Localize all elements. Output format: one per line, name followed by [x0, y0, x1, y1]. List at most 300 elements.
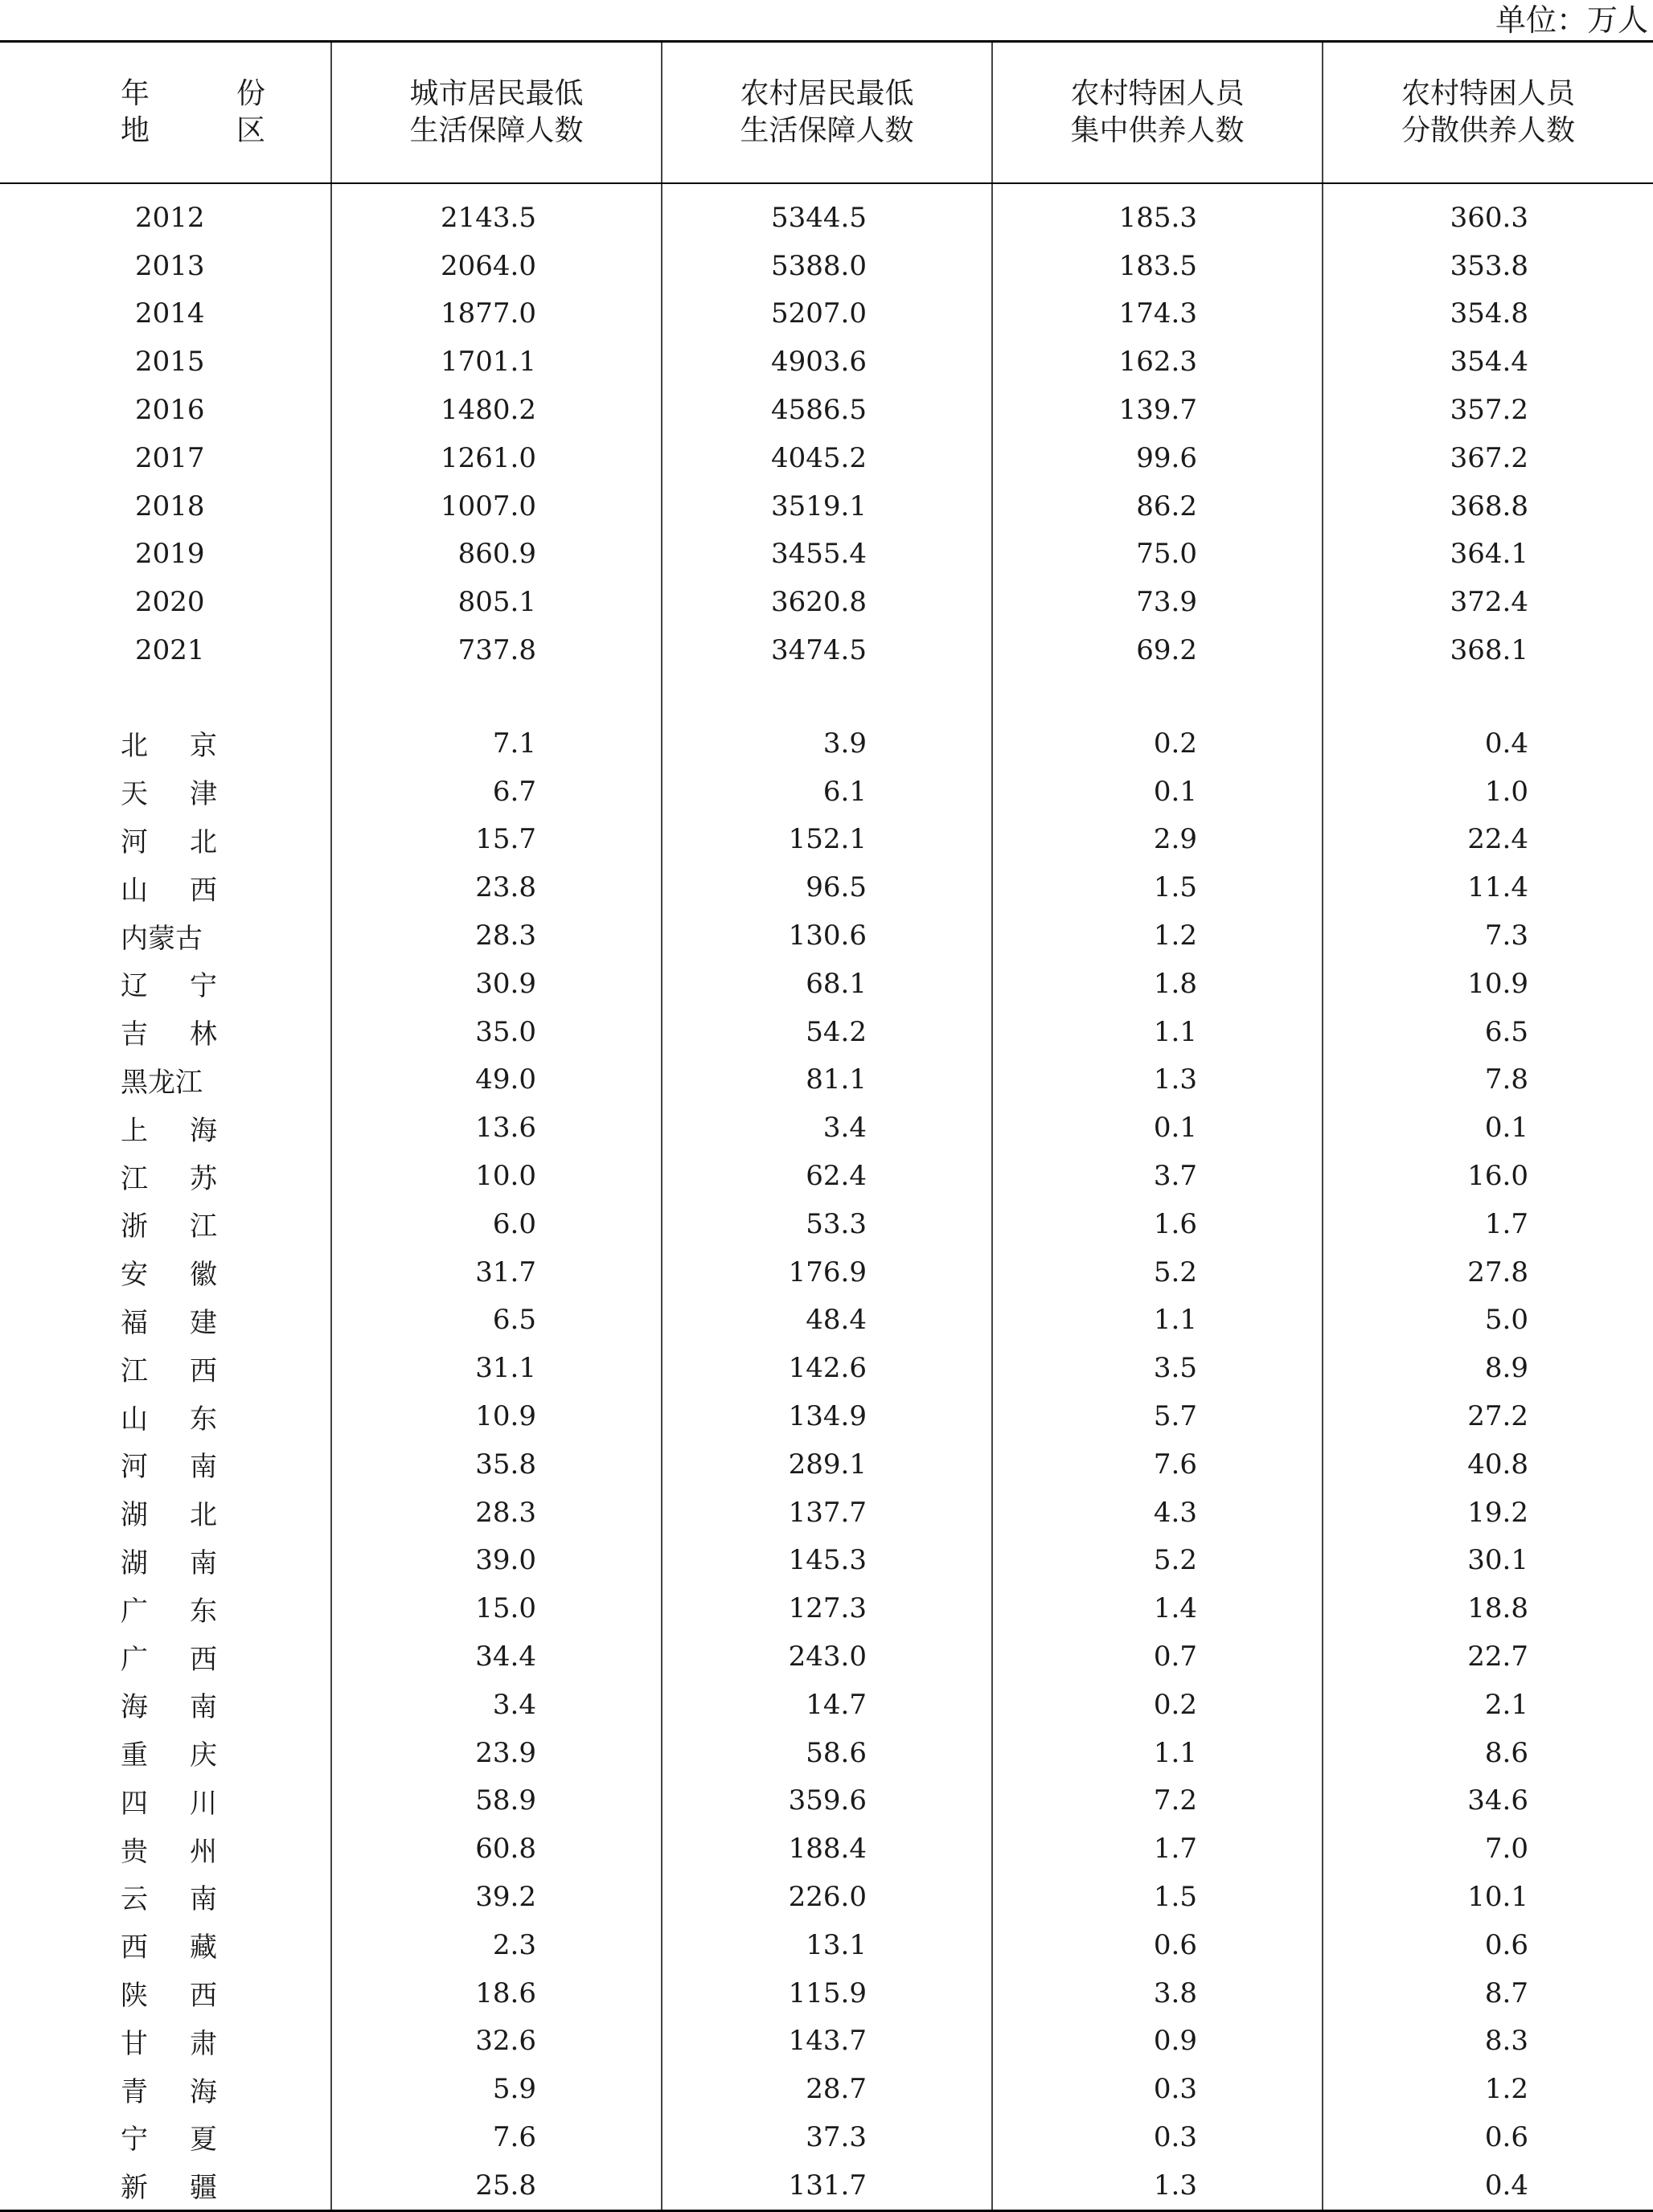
column-header-line: 分散供养人数 [1401, 114, 1575, 147]
stub-header [0, 42, 331, 184]
stub-header-line: 年 份 [121, 77, 295, 110]
value-cell: 1.4 [992, 1584, 1323, 1632]
region-cell [0, 1537, 331, 1585]
table-row [0, 183, 1653, 242]
value-cell: 8.6 [1323, 1729, 1653, 1777]
row-label: 河南 [121, 1451, 259, 1484]
region-cell [0, 719, 331, 768]
value-cell: 3.9 [662, 719, 992, 768]
column-header-line: 农村特困人员 [1070, 77, 1245, 110]
table-row [0, 482, 1653, 530]
column-header-line: 农村特困人员 [1401, 77, 1575, 110]
value-cell: 0.9 [992, 2017, 1323, 2065]
region-cell [0, 911, 331, 960]
value-cell: 22.7 [1323, 1632, 1653, 1681]
value-cell: 10.9 [1323, 960, 1653, 1008]
value-cell: 357.2 [1323, 386, 1653, 434]
year-cell [0, 183, 331, 242]
table-row [0, 2161, 1653, 2210]
value-cell: 60.8 [331, 1825, 662, 1873]
value-cell: 353.8 [1323, 242, 1653, 290]
year-cell [0, 434, 331, 482]
row-label: 河北 [121, 825, 259, 858]
table-row [0, 1969, 1653, 2017]
value-cell: 7.6 [992, 1440, 1323, 1489]
value-cell: 0.2 [992, 1681, 1323, 1729]
value-cell: 1007.0 [331, 482, 662, 530]
row-label: 江西 [121, 1354, 259, 1387]
value-cell: 2.3 [331, 1921, 662, 1969]
region-cell [0, 1873, 331, 1921]
value-cell: 360.3 [1323, 183, 1653, 242]
value-cell: 28.7 [662, 2065, 992, 2113]
value-cell: 69.2 [992, 626, 1323, 674]
table-row [0, 960, 1653, 1008]
value-cell: 99.6 [992, 434, 1323, 482]
value-cell: 243.0 [662, 1632, 992, 1681]
value-cell: 2064.0 [331, 242, 662, 290]
year-cell [0, 386, 331, 434]
region-cell [0, 1008, 331, 1056]
value-cell: 131.7 [662, 2161, 992, 2210]
value-cell: 130.6 [662, 911, 992, 960]
value-cell: 1.3 [992, 1056, 1323, 1104]
value-cell: 5388.0 [662, 242, 992, 290]
value-cell: 3519.1 [662, 482, 992, 530]
value-cell: 4903.6 [662, 338, 992, 386]
table-row [0, 863, 1653, 911]
value-cell: 81.1 [662, 1056, 992, 1104]
row-label: 海南 [121, 1691, 259, 1724]
table-row [0, 768, 1653, 816]
value-cell: 3.5 [992, 1344, 1323, 1392]
value-cell: 7.2 [992, 1777, 1323, 1825]
region-cell [0, 1392, 331, 1440]
value-cell: 183.5 [992, 242, 1323, 290]
row-label: 新疆 [121, 2172, 259, 2205]
value-cell: 289.1 [662, 1440, 992, 1489]
value-cell: 5.9 [331, 2065, 662, 2113]
value-cell: 0.2 [992, 719, 1323, 768]
value-cell: 176.9 [662, 1248, 992, 1296]
value-cell: 805.1 [331, 578, 662, 626]
value-cell: 58.9 [331, 1777, 662, 1825]
row-label: 2014 [135, 297, 205, 330]
value-cell: 68.1 [662, 960, 992, 1008]
spacer-cell [992, 674, 1323, 719]
value-cell: 6.5 [1323, 1008, 1653, 1056]
value-cell: 3.8 [992, 1969, 1323, 2017]
region-cell [0, 2065, 331, 2113]
value-cell: 1.7 [992, 1825, 1323, 1873]
value-cell: 2.1 [1323, 1681, 1653, 1729]
row-label: 福建 [121, 1306, 259, 1339]
value-cell: 174.3 [992, 290, 1323, 338]
value-cell: 7.8 [1323, 1056, 1653, 1104]
value-cell: 27.8 [1323, 1248, 1653, 1296]
value-cell: 3.7 [992, 1152, 1323, 1200]
region-cell [0, 1969, 331, 2017]
region-cell [0, 2017, 331, 2065]
value-cell: 359.6 [662, 1777, 992, 1825]
value-cell: 7.0 [1323, 1825, 1653, 1873]
value-cell: 10.1 [1323, 1873, 1653, 1921]
value-cell: 11.4 [1323, 863, 1653, 911]
statistics-table [0, 40, 1653, 2212]
value-cell: 18.6 [331, 1969, 662, 2017]
column-header-dispersed-support [1323, 42, 1653, 184]
row-label: 湖北 [121, 1499, 259, 1532]
value-cell: 1.1 [992, 1296, 1323, 1345]
value-cell: 1701.1 [331, 338, 662, 386]
row-label: 山东 [121, 1403, 259, 1436]
value-cell: 22.4 [1323, 816, 1653, 864]
value-cell: 15.0 [331, 1584, 662, 1632]
region-cell [0, 1296, 331, 1345]
table-row [0, 2017, 1653, 2065]
row-label: 广西 [121, 1643, 259, 1676]
value-cell: 162.3 [992, 338, 1323, 386]
year-cell [0, 626, 331, 674]
value-cell: 4.3 [992, 1489, 1323, 1537]
value-cell: 58.6 [662, 1729, 992, 1777]
value-cell: 49.0 [331, 1056, 662, 1104]
row-label: 青海 [121, 2075, 259, 2108]
value-cell: 0.3 [992, 2065, 1323, 2113]
value-cell: 73.9 [992, 578, 1323, 626]
value-cell: 96.5 [662, 863, 992, 911]
value-cell: 372.4 [1323, 578, 1653, 626]
row-label: 上海 [121, 1114, 259, 1147]
value-cell: 1.5 [992, 1873, 1323, 1921]
value-cell: 3474.5 [662, 626, 992, 674]
region-cell [0, 1248, 331, 1296]
year-cell [0, 530, 331, 579]
row-label: 2016 [135, 394, 205, 427]
region-cell [0, 2113, 331, 2161]
row-label: 2015 [135, 346, 205, 379]
table-row [0, 1632, 1653, 1681]
value-cell: 10.0 [331, 1152, 662, 1200]
spacer-cell [331, 674, 662, 719]
table-row [0, 2065, 1653, 2113]
value-cell: 188.4 [662, 1825, 992, 1873]
value-cell: 7.3 [1323, 911, 1653, 960]
row-label: 宁夏 [121, 2124, 259, 2157]
table-row [0, 338, 1653, 386]
value-cell: 39.0 [331, 1537, 662, 1585]
value-cell: 145.3 [662, 1537, 992, 1585]
column-header-line: 城市居民最低 [409, 77, 584, 110]
value-cell: 40.8 [1323, 1440, 1653, 1489]
column-header-urban-dibao [331, 42, 662, 184]
value-cell: 30.9 [331, 960, 662, 1008]
row-label: 辽宁 [121, 970, 259, 1003]
value-cell: 0.6 [992, 1921, 1323, 1969]
value-cell: 25.8 [331, 2161, 662, 2210]
region-cell [0, 863, 331, 911]
value-cell: 6.0 [331, 1200, 662, 1248]
table-row [0, 242, 1653, 290]
value-cell: 0.6 [1323, 1921, 1653, 1969]
table-row [0, 386, 1653, 434]
value-cell: 35.8 [331, 1440, 662, 1489]
value-cell: 14.7 [662, 1681, 992, 1729]
value-cell: 368.8 [1323, 482, 1653, 530]
value-cell: 1.6 [992, 1200, 1323, 1248]
region-cell [0, 1584, 331, 1632]
value-cell: 62.4 [662, 1152, 992, 1200]
value-cell: 2143.5 [331, 183, 662, 242]
value-cell: 75.0 [992, 530, 1323, 579]
table-row [0, 719, 1653, 768]
region-cell [0, 1056, 331, 1104]
value-cell: 53.3 [662, 1200, 992, 1248]
value-cell: 134.9 [662, 1392, 992, 1440]
value-cell: 0.7 [992, 1632, 1323, 1681]
value-cell: 1.2 [992, 911, 1323, 960]
value-cell: 2.9 [992, 816, 1323, 864]
value-cell: 35.0 [331, 1008, 662, 1056]
region-cell [0, 1921, 331, 1969]
value-cell: 1261.0 [331, 434, 662, 482]
column-header-line: 集中供养人数 [1070, 114, 1245, 147]
value-cell: 5.2 [992, 1248, 1323, 1296]
table-row [0, 1296, 1653, 1345]
year-cell [0, 242, 331, 290]
value-cell: 5.2 [992, 1537, 1323, 1585]
year-cell [0, 338, 331, 386]
value-cell: 19.2 [1323, 1489, 1653, 1537]
table-row [0, 1200, 1653, 1248]
value-cell: 5.7 [992, 1392, 1323, 1440]
column-header-rural-dibao [662, 42, 992, 184]
value-cell: 4045.2 [662, 434, 992, 482]
value-cell: 0.1 [992, 768, 1323, 816]
row-label: 云南 [121, 1883, 259, 1916]
value-cell: 7.6 [331, 2113, 662, 2161]
spacer-row [0, 674, 1653, 719]
value-cell: 0.6 [1323, 2113, 1653, 2161]
value-cell: 368.1 [1323, 626, 1653, 674]
value-cell: 28.3 [331, 1489, 662, 1537]
value-cell: 354.8 [1323, 290, 1653, 338]
row-label: 吉林 [121, 1018, 259, 1051]
row-label: 2020 [135, 586, 205, 619]
table-row [0, 1681, 1653, 1729]
table-row [0, 1152, 1653, 1200]
value-cell: 5.0 [1323, 1296, 1653, 1345]
value-cell: 142.6 [662, 1344, 992, 1392]
row-label: 黑龙江 [121, 1066, 203, 1099]
spacer-cell [662, 674, 992, 719]
value-cell: 139.7 [992, 386, 1323, 434]
spacer-cell [0, 674, 331, 719]
row-label: 甘肃 [121, 2027, 259, 2060]
row-label: 2012 [135, 201, 205, 234]
row-label: 2019 [135, 538, 205, 571]
region-cell [0, 1200, 331, 1248]
table-row [0, 1440, 1653, 1489]
row-label: 重庆 [121, 1739, 259, 1772]
table-row [0, 2113, 1653, 2161]
region-cell [0, 1344, 331, 1392]
value-cell: 3455.4 [662, 530, 992, 579]
region-cell [0, 1825, 331, 1873]
table-row [0, 290, 1653, 338]
value-cell: 30.1 [1323, 1537, 1653, 1585]
table-row [0, 578, 1653, 626]
region-cell [0, 816, 331, 864]
region-cell [0, 1489, 331, 1537]
value-cell: 15.7 [331, 816, 662, 864]
value-cell: 8.3 [1323, 2017, 1653, 2065]
table-row [0, 816, 1653, 864]
table-row [0, 1729, 1653, 1777]
value-cell: 152.1 [662, 816, 992, 864]
region-cell [0, 1104, 331, 1152]
value-cell: 1.8 [992, 960, 1323, 1008]
table-header-row [0, 42, 1653, 184]
row-label: 2021 [135, 634, 205, 667]
value-cell: 354.4 [1323, 338, 1653, 386]
column-header-line: 农村居民最低 [740, 77, 914, 110]
row-label: 广东 [121, 1595, 259, 1628]
table-row [0, 434, 1653, 482]
value-cell: 48.4 [662, 1296, 992, 1345]
value-cell: 737.8 [331, 626, 662, 674]
row-label: 贵州 [121, 1835, 259, 1868]
value-cell: 37.3 [662, 2113, 992, 2161]
value-cell: 7.1 [331, 719, 662, 768]
table-row [0, 911, 1653, 960]
row-label: 2017 [135, 441, 205, 474]
region-cell [0, 1632, 331, 1681]
value-cell: 0.1 [1323, 1104, 1653, 1152]
table-row [0, 1584, 1653, 1632]
region-cell [0, 1777, 331, 1825]
row-label: 北京 [121, 730, 259, 763]
row-label: 湖南 [121, 1546, 259, 1579]
row-label: 内蒙古 [121, 922, 203, 955]
year-cell [0, 482, 331, 530]
value-cell: 1.1 [992, 1008, 1323, 1056]
value-cell: 3.4 [331, 1681, 662, 1729]
value-cell: 1480.2 [331, 386, 662, 434]
value-cell: 0.3 [992, 2113, 1323, 2161]
value-cell: 226.0 [662, 1873, 992, 1921]
value-cell: 6.5 [331, 1296, 662, 1345]
value-cell: 0.4 [1323, 2161, 1653, 2210]
table-row [0, 1777, 1653, 1825]
table-row [0, 1489, 1653, 1537]
table-row [0, 1056, 1653, 1104]
region-cell [0, 1440, 331, 1489]
value-cell: 13.1 [662, 1921, 992, 1969]
stub-header-line: 地 区 [121, 114, 295, 147]
value-cell: 16.0 [1323, 1152, 1653, 1200]
row-label: 浙江 [121, 1210, 259, 1243]
table-row [0, 1104, 1653, 1152]
value-cell: 34.6 [1323, 1777, 1653, 1825]
table-row [0, 626, 1653, 674]
value-cell: 23.8 [331, 863, 662, 911]
value-cell: 115.9 [662, 1969, 992, 2017]
row-label: 天津 [121, 778, 259, 811]
value-cell: 1.0 [1323, 768, 1653, 816]
value-cell: 6.1 [662, 768, 992, 816]
value-cell: 364.1 [1323, 530, 1653, 579]
value-cell: 31.1 [331, 1344, 662, 1392]
value-cell: 28.3 [331, 911, 662, 960]
value-cell: 8.7 [1323, 1969, 1653, 2017]
value-cell: 54.2 [662, 1008, 992, 1056]
value-cell: 143.7 [662, 2017, 992, 2065]
table-row [0, 1008, 1653, 1056]
table-row [0, 1873, 1653, 1921]
value-cell: 1877.0 [331, 290, 662, 338]
table-row [0, 1248, 1653, 1296]
value-cell: 5207.0 [662, 290, 992, 338]
unit-label: 单位：万人 [1495, 2, 1648, 38]
table-row [0, 1344, 1653, 1392]
value-cell: 10.9 [331, 1392, 662, 1440]
value-cell: 3.4 [662, 1104, 992, 1152]
table-row [0, 1921, 1653, 1969]
value-cell: 0.4 [1323, 719, 1653, 768]
value-cell: 4586.5 [662, 386, 992, 434]
value-cell: 0.1 [992, 1104, 1323, 1152]
value-cell: 13.6 [331, 1104, 662, 1152]
row-label: 山西 [121, 874, 259, 907]
region-cell [0, 1681, 331, 1729]
value-cell: 137.7 [662, 1489, 992, 1537]
value-cell: 5344.5 [662, 183, 992, 242]
region-cell [0, 1152, 331, 1200]
value-cell: 34.4 [331, 1632, 662, 1681]
value-cell: 32.6 [331, 2017, 662, 2065]
row-label: 四川 [121, 1787, 259, 1820]
table-body [0, 183, 1653, 2210]
row-label: 2018 [135, 490, 205, 522]
year-cell [0, 578, 331, 626]
value-cell: 185.3 [992, 183, 1323, 242]
value-cell: 367.2 [1323, 434, 1653, 482]
value-cell: 860.9 [331, 530, 662, 579]
value-cell: 23.9 [331, 1729, 662, 1777]
region-cell [0, 960, 331, 1008]
region-cell [0, 768, 331, 816]
table-row [0, 1825, 1653, 1873]
row-label: 2013 [135, 249, 205, 282]
table-row [0, 530, 1653, 579]
value-cell: 86.2 [992, 482, 1323, 530]
value-cell: 127.3 [662, 1584, 992, 1632]
row-label: 江苏 [121, 1162, 259, 1195]
row-label: 西藏 [121, 1931, 259, 1964]
value-cell: 1.3 [992, 2161, 1323, 2210]
value-cell: 1.7 [1323, 1200, 1653, 1248]
column-header-line: 生活保障人数 [740, 114, 914, 147]
spacer-cell [1323, 674, 1653, 719]
value-cell: 18.8 [1323, 1584, 1653, 1632]
value-cell: 8.9 [1323, 1344, 1653, 1392]
value-cell: 27.2 [1323, 1392, 1653, 1440]
year-cell [0, 290, 331, 338]
value-cell: 39.2 [331, 1873, 662, 1921]
value-cell: 1.5 [992, 863, 1323, 911]
value-cell: 6.7 [331, 768, 662, 816]
